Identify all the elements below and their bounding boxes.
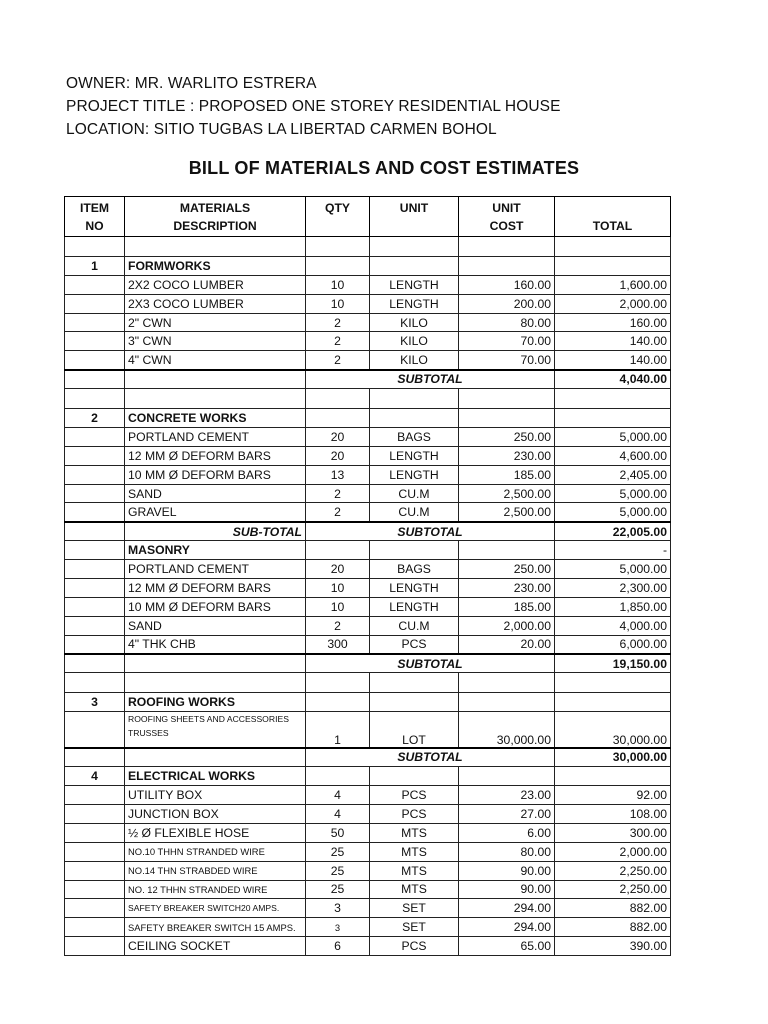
table-row: 2X2 COCO LUMBER 10 LENGTH 160.00 1,600.00	[65, 275, 671, 294]
spacer-row	[65, 237, 671, 257]
subtotal-row-masonry	[65, 654, 671, 673]
subtotal-value: 22,005.00	[555, 522, 671, 541]
table-row: CEILING SOCKET 6 PCS 65.00 390.00	[65, 937, 671, 956]
table-row: 4" THK CHB 300 PCS 20.00 6,000.00	[65, 635, 671, 654]
subtotal-value: 30,000.00	[555, 748, 671, 767]
col-total: TOTAL	[555, 197, 671, 237]
col-unit-cost: UNIT COST	[459, 197, 555, 237]
table-row: PORTLAND CEMENT 20 BAGS 250.00 5,000.00	[65, 427, 671, 446]
table-row: SAFETY BREAKER SWITCH 15 AMPS. 3 SET 294.00 882.00	[65, 918, 671, 937]
table-row: UTILITY BOX 4 PCS 23.00 92.00	[65, 786, 671, 805]
table-row: NO.14 THN STRABDED WIRE 25 MTS 90.00 2,250.00	[65, 861, 671, 880]
project-title-line: PROJECT TITLE : PROPOSED ONE STOREY RESIDENTIAL HOUSE	[66, 98, 561, 115]
subtotal-value: 19,150.00	[555, 654, 671, 673]
table-row: 2X3 COCO LUMBER 10 LENGTH 200.00 2,000.00	[65, 294, 671, 313]
document-title: BILL OF MATERIALS AND COST ESTIMATES	[188, 158, 580, 178]
col-unit: UNIT	[370, 197, 459, 237]
sub-total-left-label: SUB-TOTAL	[125, 522, 306, 541]
subtotal-row-concrete	[65, 522, 671, 541]
document-header	[66, 72, 561, 141]
table-row: 4" CWN 2 KILO 70.00 140.00	[65, 351, 671, 370]
table-row: 12 MM Ø DEFORM BARS 10 LENGTH 230.00 2,300.00	[65, 579, 671, 598]
section-row-concrete-works: 2 CONCRETE WORKS	[65, 409, 671, 428]
table-row: GRAVEL 2 CU.M 2,500.00 5,000.00	[65, 503, 671, 522]
subtotal-label: SUBTOTAL	[306, 370, 555, 389]
subtotal-row-roofing	[65, 748, 671, 767]
subtotal-value: 4,040.00	[555, 370, 671, 389]
spacer-row	[65, 389, 671, 409]
col-item-no: ITEM NO	[65, 197, 125, 237]
subtotal-label: SUBTOTAL	[306, 748, 555, 767]
owner-line: OWNER: MR. WARLITO ESTRERA	[66, 75, 317, 92]
table-row: SAND 2 CU.M 2,500.00 5,000.00	[65, 484, 671, 503]
table-row: PORTLAND CEMENT 20 BAGS 250.00 5,000.00	[65, 560, 671, 579]
subtotal-label: SUBTOTAL	[306, 522, 555, 541]
section-row-formworks: 1 FORMWORKS	[65, 256, 671, 275]
table-row: NO.10 THHN STRANDED WIRE 25 MTS 80.00 2,000.00	[65, 842, 671, 861]
table-row: SAFETY BREAKER SWITCH20 AMPS. 3 SET 294.00 882.00	[65, 899, 671, 918]
table-row: ½ Ø FLEXIBLE HOSE 50 MTS 6.00 300.00	[65, 823, 671, 842]
col-description: MATERIALS DESCRIPTION	[125, 197, 306, 237]
table-row: 3" CWN 2 KILO 70.00 140.00	[65, 332, 671, 351]
table-row: NO. 12 THHN STRANDED WIRE 25 MTS 90.00 2,250.00	[65, 880, 671, 899]
subtotal-row-formworks	[65, 370, 671, 389]
section-row-masonry: MASONRY -	[65, 541, 671, 560]
table-row: ROOFING SHEETS AND ACCESSORIES TRUSSES 1 LOT 30,000.00 30,000.00	[65, 712, 671, 748]
table-row: 10 MM Ø DEFORM BARS 13 LENGTH 185.00 2,405.00	[65, 465, 671, 484]
table-row: 2" CWN 2 KILO 80.00 160.00	[65, 313, 671, 332]
spacer-row	[65, 673, 671, 693]
section-row-electrical-works: 4 ELECTRICAL WORKS	[65, 767, 671, 786]
subtotal-label: SUBTOTAL	[306, 654, 555, 673]
section-row-roofing-works: 3 ROOFING WORKS	[65, 693, 671, 712]
bill-of-materials-table	[64, 196, 671, 956]
col-qty: QTY	[306, 197, 370, 237]
table-row: 12 MM Ø DEFORM BARS 20 LENGTH 230.00 4,600.00	[65, 446, 671, 465]
table-header-row	[65, 197, 671, 237]
table-row: SAND 2 CU.M 2,000.00 4,000.00	[65, 616, 671, 635]
table-row: JUNCTION BOX 4 PCS 27.00 108.00	[65, 804, 671, 823]
location-line: LOCATION: SITIO TUGBAS LA LIBERTAD CARMEN BOHOL	[66, 121, 497, 138]
table-row: 10 MM Ø DEFORM BARS 10 LENGTH 185.00 1,850.00	[65, 597, 671, 616]
